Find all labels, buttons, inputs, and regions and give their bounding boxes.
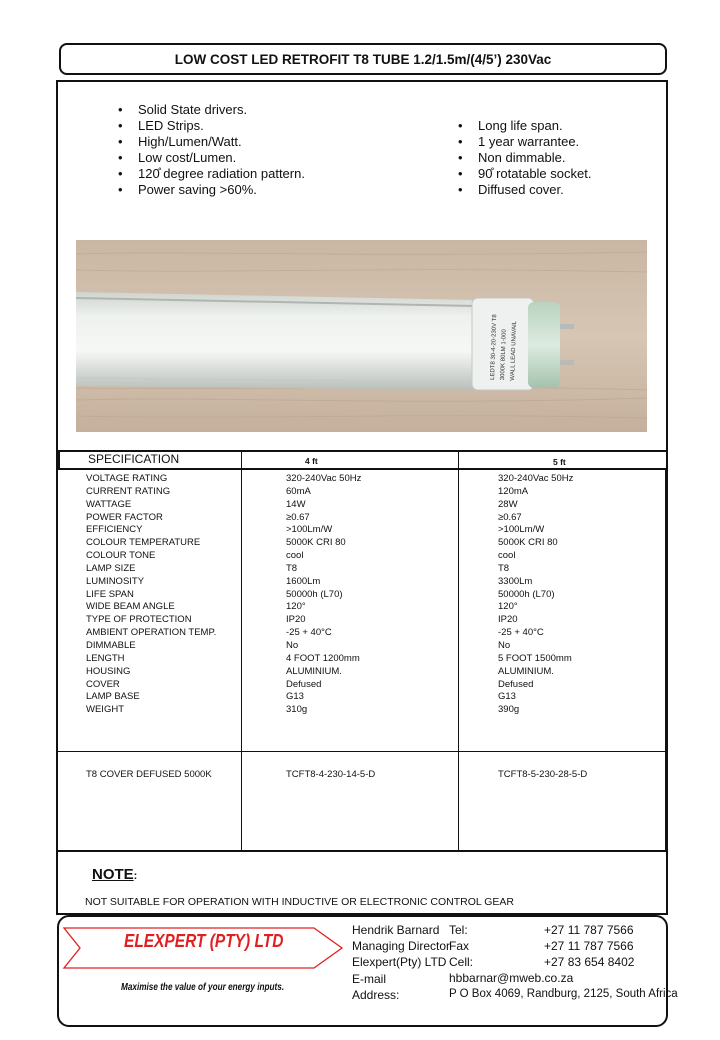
- spec-label: LAMP SIZE: [86, 562, 136, 574]
- feature-item: • 120̊ degree radiation pattern.: [118, 166, 305, 182]
- spec-label: WEIGHT: [86, 704, 124, 716]
- spec-label: TYPE OF PROTECTION: [86, 614, 192, 626]
- company-tagline: Maximise the value of your energy inputs.: [121, 982, 285, 993]
- spec-value-4ft: >100Lm/W: [286, 524, 333, 536]
- feature-item: • Low cost/Lumen.: [118, 150, 305, 166]
- spec-label: DIMMABLE: [86, 639, 136, 651]
- feature-item: • LED Strips.: [118, 118, 305, 134]
- spec-value-4ft: 310g: [286, 704, 308, 716]
- document-title: LOW COST LED RETROFIT T8 TUBE 1.2/1.5m/(4/5’) 230Vac: [59, 43, 667, 75]
- table-divider: [58, 751, 666, 752]
- note-colon: :: [133, 870, 138, 882]
- spec-label: COVER: [86, 678, 120, 690]
- features-left-list: [118, 102, 305, 198]
- spec-value-5ft: Defused: [498, 678, 534, 690]
- spec-value-5ft: ALUMINIUM.: [498, 665, 554, 677]
- led-tube-photo: [76, 240, 647, 432]
- fax-value: +27 11 787 7566: [544, 939, 634, 954]
- table-divider: [458, 450, 459, 850]
- email-label: E-mail: [352, 971, 387, 986]
- spec-label: LENGTH: [86, 652, 125, 664]
- spec-value-5ft: -25 + 40°C: [498, 627, 544, 639]
- spec-label: CURRENT RATING: [86, 485, 171, 497]
- spec-label: VOLTAGE RATING: [86, 473, 168, 484]
- spec-values-4ft-column: [286, 473, 361, 717]
- feature-item: • Long life span.: [458, 118, 591, 134]
- contact-name: Hendrik Barnard: [352, 923, 440, 937]
- spec-label: COLOUR TONE: [86, 550, 156, 562]
- spec-value-4ft: 60mA: [286, 485, 311, 497]
- spec-value-5ft: 5 FOOT 1500mm: [498, 652, 572, 664]
- feature-item: • 1 year warrantee.: [458, 134, 591, 150]
- spec-value-4ft: ALUMINIUM.: [286, 665, 342, 677]
- spec-value-5ft: 120mA: [498, 485, 529, 497]
- svg-text:3000K 80LM 1-000: 3000K 80LM 1-000: [499, 329, 508, 381]
- spec-label: WIDE BEAM ANGLE: [86, 601, 175, 613]
- spec-value-4ft: IP20: [286, 614, 306, 626]
- table-divider: [241, 450, 242, 850]
- note-heading-text: NOTE: [92, 866, 134, 883]
- spec-label: HOUSING: [86, 665, 131, 677]
- spec-value-4ft: G13: [286, 691, 304, 703]
- spec-value-5ft: 320-240Vac 50Hz: [498, 473, 574, 484]
- spec-labels-column: [86, 473, 216, 717]
- postal-address: P O Box 4069, Randburg, 2125, South Africa: [449, 988, 678, 1000]
- features-right-list: [458, 118, 591, 198]
- spec-label: WATTAGE: [86, 498, 132, 510]
- spec-value-5ft: 5000K CRI 80: [498, 537, 558, 549]
- spec-value-5ft: 3300Lm: [498, 575, 533, 587]
- logo-text: ELEXPERT (PTY) LTD: [124, 931, 284, 951]
- spec-value-5ft: No: [498, 639, 511, 651]
- spec-label: AMBIENT OPERATION TEMP.: [86, 627, 217, 639]
- spec-value-4ft: -25 + 40°C: [286, 627, 332, 639]
- contact-title: Managing Director: [352, 939, 451, 954]
- table-divider: [665, 470, 666, 850]
- tel-label: Tel:: [449, 923, 468, 937]
- spec-label: LAMP BASE: [86, 691, 140, 703]
- contact-phone-values: [544, 922, 634, 971]
- feature-item: • Non dimmable.: [458, 150, 591, 166]
- contact-names: [352, 922, 450, 1003]
- feature-item: • High/Lumen/Watt.: [118, 134, 305, 150]
- note-text: NOT SUITABLE FOR OPERATION WITH INDUCTIVE OR ELECTRONIC CONTROL GEAR: [85, 896, 514, 908]
- spec-value-4ft: 1600Lm: [286, 575, 321, 587]
- spec-value-5ft: 120°: [498, 601, 518, 613]
- spec-label: EFFICIENCY: [86, 524, 143, 536]
- spec-value-5ft: T8: [498, 562, 510, 574]
- order-code-4ft: TCFT8-4-230-14-5-D: [286, 769, 376, 780]
- spec-value-5ft: 50000h (L70): [498, 588, 555, 600]
- spec-value-5ft: ≥0.67: [498, 511, 522, 523]
- tel-value: +27 11 787 7566: [544, 923, 634, 937]
- order-code-5ft: TCFT8-5-230-28-5-D: [498, 769, 588, 780]
- spec-label: LIFE SPAN: [86, 588, 134, 600]
- cell-label: Cell:: [449, 955, 474, 970]
- email-link[interactable]: hbbarnar@mweb.co.za: [449, 971, 574, 985]
- spec-header-label: SPECIFICATION: [88, 452, 180, 466]
- spec-value-4ft: No: [286, 639, 299, 651]
- spec-label: POWER FACTOR: [86, 511, 163, 523]
- table-divider: [58, 850, 666, 852]
- spec-value-4ft: T8: [286, 562, 298, 574]
- spec-value-5ft: cool: [498, 550, 516, 562]
- cell-value: +27 83 654 8402: [544, 955, 635, 970]
- spec-value-4ft: 14W: [286, 498, 306, 510]
- spec-value-5ft: 390g: [498, 704, 520, 716]
- contact-company: Elexpert(Pty) LTD: [352, 955, 447, 970]
- feature-item: • Solid State drivers.: [118, 102, 305, 118]
- address-label: Address:: [352, 987, 400, 1002]
- feature-item: • 90̊ rotatable socket.: [458, 166, 591, 182]
- spec-value-4ft: ≥0.67: [286, 511, 310, 523]
- spec-values-5ft-column: [498, 473, 573, 717]
- col-header-5ft: 5 ft: [553, 457, 566, 467]
- note-heading: [92, 866, 137, 883]
- spec-value-4ft: Defused: [286, 678, 322, 690]
- spec-value-5ft: >100Lm/W: [498, 524, 545, 536]
- spec-value-5ft: IP20: [498, 614, 518, 626]
- spec-value-4ft: 5000K CRI 80: [286, 537, 346, 549]
- contact-phone-labels: [449, 922, 473, 971]
- spec-value-4ft: 4 FOOT 1200mm: [286, 652, 360, 664]
- spec-value-4ft: 320-240Vac 50Hz: [286, 473, 362, 484]
- spec-label: COLOUR TEMPERATURE: [86, 537, 201, 549]
- order-row-label: T8 COVER DEFUSED 5000K: [86, 769, 212, 780]
- spec-value-4ft: cool: [286, 550, 304, 562]
- svg-text:LEDT8 30-4-20-230V T8: LEDT8 30-4-20-230V T8: [490, 314, 499, 381]
- spec-value-4ft: 50000h (L70): [286, 588, 343, 600]
- fax-label: Fax: [449, 939, 470, 954]
- spec-value-5ft: G13: [498, 691, 516, 703]
- feature-item: • Diffused cover.: [458, 182, 591, 198]
- col-header-4ft: 4 ft: [305, 456, 318, 466]
- spec-value-5ft: 28W: [498, 498, 518, 510]
- svg-text:WALL LEAD UNAVAIL: WALL LEAD UNAVAIL: [509, 320, 519, 381]
- spec-value-4ft: 120°: [286, 601, 306, 613]
- feature-item: • Power saving >60%.: [118, 182, 305, 198]
- spec-label: LUMINOSITY: [86, 575, 145, 587]
